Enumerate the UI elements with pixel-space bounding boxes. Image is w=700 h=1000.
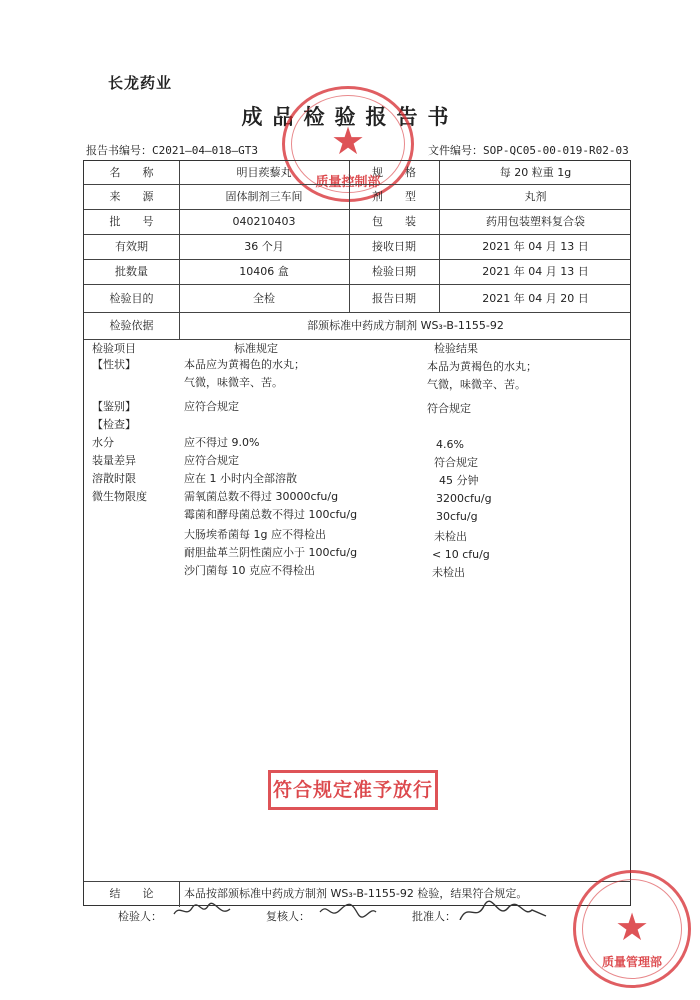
row-standard: 应符合规定 (184, 454, 239, 467)
row-result: 气微，味微辛、苦。 (427, 378, 526, 391)
row-result: < 10 cfu/g (432, 548, 490, 561)
row-standard: 应符合规定 (184, 400, 239, 413)
validity-label: 有效期 (115, 240, 148, 253)
quantity-value: 10406 盒 (239, 265, 289, 278)
qc-stamp-text: 质量控制部 (315, 175, 381, 190)
batch-value: 040210403 (232, 215, 296, 228)
row-result: 3200cfu/g (436, 492, 492, 505)
row-result: 本品为黄褐色的水丸； (427, 360, 537, 373)
source-label: 来 源 (109, 190, 154, 203)
row-standard: 霉菌和酵母菌总数不得过 100cfu/g (184, 508, 358, 521)
report-date-label: 报告日期 (372, 292, 416, 305)
basis-label: 检验依据 (109, 319, 154, 332)
check-date-value: 2021 年 04 月 13 日 (482, 265, 589, 278)
inspector-label: 检验人： (118, 910, 162, 923)
receive-date-value: 2021 年 04 月 13 日 (482, 240, 589, 253)
col-header-result: 检验结果 (434, 342, 478, 355)
form-label: 剂 型 (372, 190, 416, 203)
row-standard: 本品应为黄褐色的水丸； (184, 358, 305, 371)
reviewer-label: 复核人： (266, 910, 310, 923)
row-standard: 沙门菌每 10 克应不得检出 (184, 564, 315, 577)
row-standard: 气微，味微辛、苦。 (184, 376, 283, 389)
row-result: 30cfu/g (436, 510, 478, 523)
approver-label: 批准人： (412, 910, 456, 923)
col-header-item: 检验项目 (92, 342, 136, 355)
row-result: 4.6% (436, 438, 464, 451)
file-number: 文件编号：SOP-QC05-00-019-R02-03 (428, 144, 629, 157)
row-standard: 应不得过 9.0% (184, 436, 260, 449)
row-item: 【性状】 (92, 358, 136, 371)
source-value: 固体制剂三车间 (225, 190, 303, 203)
spec-value: 每 20 粒重 1g (499, 166, 572, 179)
purpose-value: 全检 (253, 292, 275, 305)
validity-value: 36 个月 (244, 240, 284, 253)
approver-signature (458, 900, 548, 920)
release-stamp: 符合规定准予放行 (268, 770, 438, 810)
row-item: 水分 (92, 436, 114, 449)
quality-management-stamp (573, 870, 691, 988)
row-item: 【检查】 (92, 418, 136, 431)
row-result: 45 分钟 (439, 474, 479, 487)
conclusion-text: 本品按部颁标准中药成方制剂 WS₃-B-1155-92 检验，结果符合规定。 (184, 887, 528, 900)
row-standard: 大肠埃希菌每 1g 应不得检出 (184, 528, 326, 541)
package-label: 包 装 (372, 215, 416, 228)
quantity-label: 批数量 (115, 265, 148, 278)
report-number: 报告书编号：C2021—04—018—GT3 (86, 144, 258, 157)
batch-label: 批 号 (109, 215, 154, 228)
receive-date-label: 接收日期 (372, 240, 416, 253)
spec-label: 规 格 (372, 166, 416, 179)
row-result: 未检出 (432, 566, 465, 579)
row-result: 未检出 (434, 530, 467, 543)
form-value: 丸剂 (524, 190, 547, 203)
basis-value: 部颁标准中药成方制剂 WS₃-B-1155-92 (307, 319, 504, 332)
reviewer-signature (318, 900, 378, 920)
col-header-standard: 标准规定 (234, 342, 278, 355)
document-title: 成品检验报告书 (241, 105, 459, 129)
inspector-signature (172, 900, 232, 920)
stamp-star-icon: ★ (330, 119, 366, 163)
row-item: 微生物限度 (92, 490, 147, 503)
row-item: 溶散时限 (92, 472, 136, 485)
row-standard: 耐胆盐革兰阴性菌应小于 100cfu/g (184, 546, 358, 559)
stamp-star-icon: ★ (614, 905, 650, 949)
qa-stamp-text: 质量管理部 (601, 955, 662, 969)
report-date-value: 2021 年 04 月 20 日 (482, 292, 589, 305)
row-result: 符合规定 (427, 402, 471, 415)
conclusion-label: 结 论 (109, 887, 154, 900)
check-date-label: 检验日期 (372, 265, 416, 278)
row-standard: 需氧菌总数不得过 30000cfu/g (184, 490, 339, 503)
purpose-label: 检验目的 (109, 292, 154, 305)
package-value: 药用包装塑料复合袋 (486, 215, 585, 228)
company-name: 长龙药业 (108, 74, 173, 92)
row-result: 符合规定 (434, 456, 478, 469)
row-item: 【鉴别】 (92, 400, 136, 413)
name-value: 明目蒺藜丸 (236, 166, 292, 179)
row-item: 装量差异 (92, 454, 136, 467)
name-label: 名 称 (109, 166, 154, 179)
row-standard: 应在 1 小时内全部溶散 (184, 472, 297, 485)
